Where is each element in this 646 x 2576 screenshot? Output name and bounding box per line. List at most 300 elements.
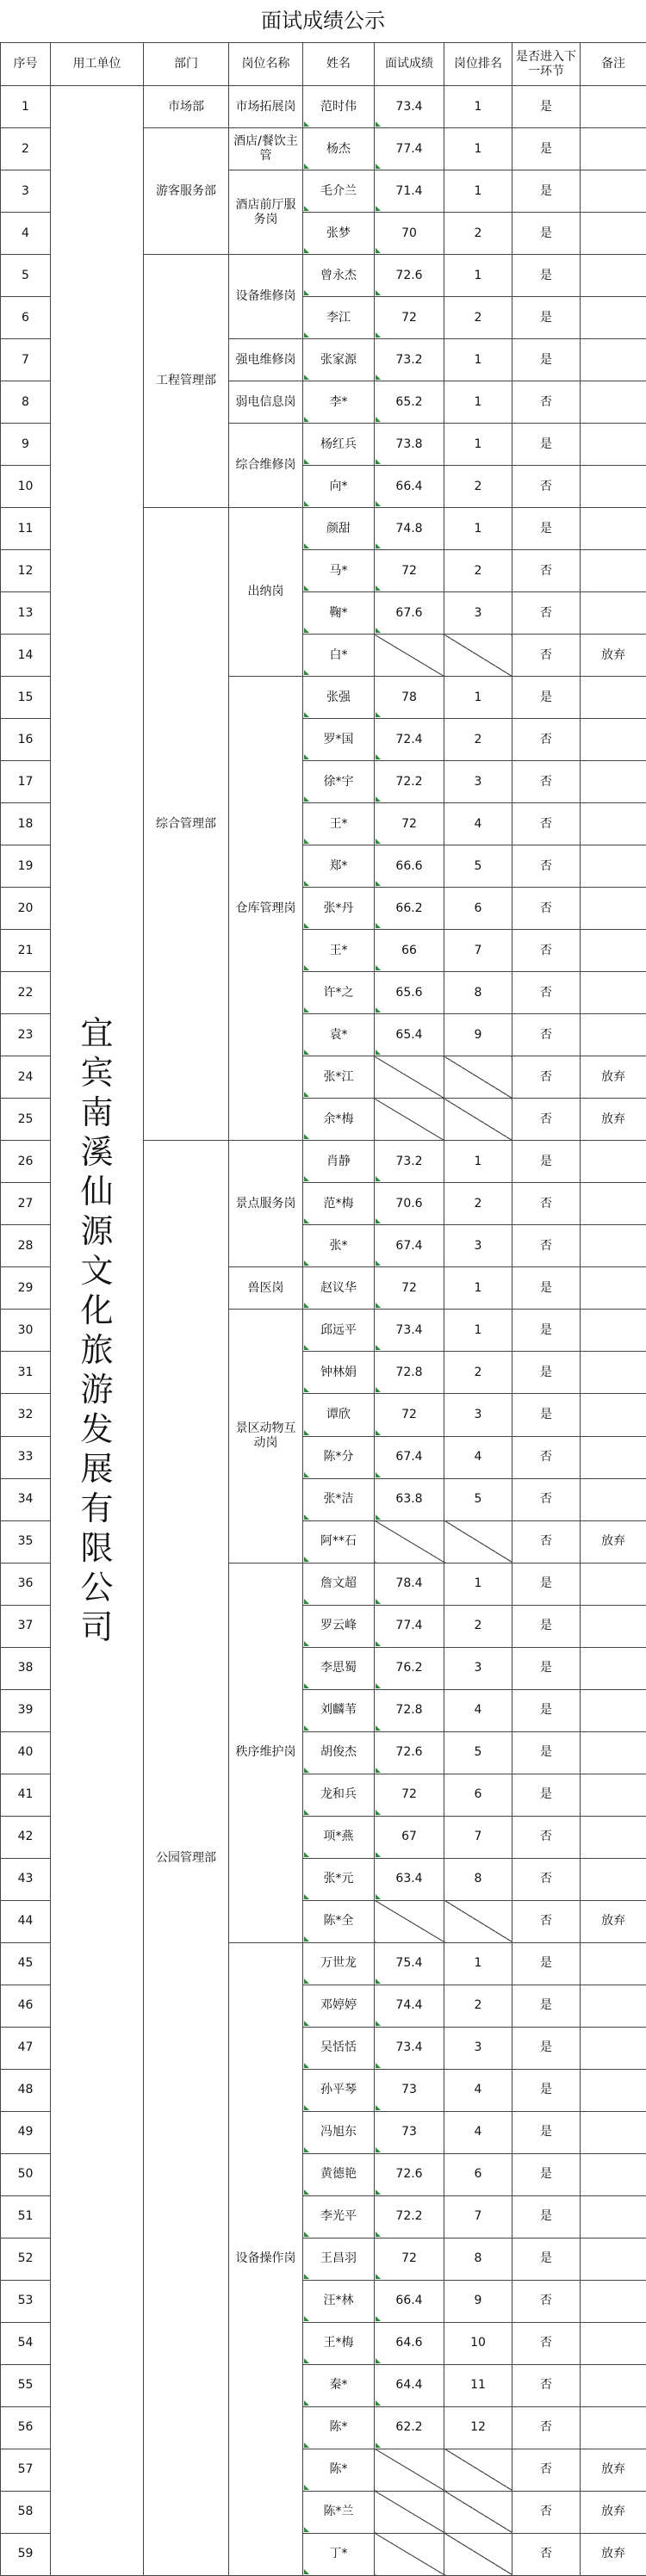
rank-cell (444, 2491, 512, 2533)
score-cell: 72 (375, 297, 444, 339)
name-cell: 肖静 (303, 1141, 375, 1183)
seq-cell: 38 (1, 1647, 51, 1689)
next-cell: 否 (512, 2449, 581, 2491)
rank-cell: 8 (444, 972, 512, 1014)
remark-cell (581, 1689, 646, 1731)
score-cell: 72.2 (375, 761, 444, 803)
name-cell: 王昌羽 (303, 2238, 375, 2280)
rank-cell: 5 (444, 845, 512, 888)
name-cell: 万世龙 (303, 1942, 375, 1985)
table-body (1, 86, 646, 2576)
remark-cell (581, 845, 646, 888)
score-cell (375, 2533, 444, 2575)
name-cell: 向* (303, 466, 375, 508)
rank-cell: 9 (444, 1014, 512, 1056)
name-cell: 陈* (303, 2406, 375, 2449)
seq-cell: 29 (1, 1267, 51, 1310)
seq-cell: 57 (1, 2449, 51, 2491)
seq-cell: 41 (1, 1774, 51, 1816)
score-cell: 65.2 (375, 381, 444, 424)
next-cell: 是 (512, 2153, 581, 2195)
score-cell (375, 1099, 444, 1141)
post-cell: 仓库管理岗 (229, 677, 303, 1141)
remark-cell (581, 508, 646, 550)
name-cell: 张*丹 (303, 888, 375, 930)
score-cell: 74.4 (375, 1985, 444, 2027)
remark-cell (581, 1985, 646, 2027)
score-cell: 67.4 (375, 1436, 444, 1478)
header-next: 是否进入下一环节 (512, 43, 581, 86)
remark-cell: 放弃 (581, 1056, 646, 1099)
post-cell: 设备维修岗 (229, 255, 303, 339)
seq-cell: 42 (1, 1816, 51, 1858)
seq-cell: 39 (1, 1689, 51, 1731)
rank-cell: 3 (444, 1225, 512, 1267)
next-cell: 否 (512, 1056, 581, 1099)
rank-cell: 1 (444, 1942, 512, 1985)
seq-cell: 21 (1, 930, 51, 972)
next-cell: 是 (512, 1774, 581, 1816)
seq-cell: 1 (1, 86, 51, 128)
score-cell: 70.6 (375, 1183, 444, 1225)
name-cell: 孙平琴 (303, 2069, 375, 2111)
rank-cell: 1 (444, 381, 512, 424)
score-cell (375, 635, 444, 677)
remark-cell (581, 424, 646, 466)
next-cell: 否 (512, 466, 581, 508)
rank-cell: 1 (444, 170, 512, 213)
rank-cell: 1 (444, 255, 512, 297)
name-cell: 吴恬恬 (303, 2027, 375, 2069)
remark-cell (581, 170, 646, 213)
name-cell: 王* (303, 930, 375, 972)
header-post: 岗位名称 (229, 43, 303, 86)
score-cell: 64.4 (375, 2364, 444, 2406)
remark-cell (581, 213, 646, 255)
table-row (1, 86, 646, 128)
seq-cell: 30 (1, 1310, 51, 1352)
header-row (1, 43, 646, 86)
remark-cell (581, 550, 646, 592)
post-cell: 兽医岗 (229, 1267, 303, 1310)
next-cell: 是 (512, 1141, 581, 1183)
remark-cell (581, 677, 646, 719)
name-cell: 陈* (303, 2449, 375, 2491)
post-cell: 强电维修岗 (229, 339, 303, 381)
next-cell: 否 (512, 550, 581, 592)
score-cell: 72 (375, 1774, 444, 1816)
score-cell: 71.4 (375, 170, 444, 213)
seq-cell: 51 (1, 2195, 51, 2238)
name-cell: 颜甜 (303, 508, 375, 550)
seq-cell: 16 (1, 719, 51, 761)
score-cell: 72.2 (375, 2195, 444, 2238)
score-cell (375, 1056, 444, 1099)
name-cell: 黄德艳 (303, 2153, 375, 2195)
score-cell: 77.4 (375, 128, 444, 170)
remark-cell (581, 1014, 646, 1056)
name-cell: 项*燕 (303, 1816, 375, 1858)
remark-cell (581, 1731, 646, 1774)
remark-cell: 放弃 (581, 2533, 646, 2575)
seq-cell: 46 (1, 1985, 51, 2027)
seq-cell: 53 (1, 2280, 51, 2322)
rank-cell: 7 (444, 2195, 512, 2238)
dept-cell: 游客服务部 (144, 128, 229, 255)
score-cell: 72.8 (375, 1689, 444, 1731)
remark-cell (581, 1225, 646, 1267)
rank-cell (444, 1520, 512, 1563)
seq-cell: 27 (1, 1183, 51, 1225)
remark-cell (581, 1394, 646, 1436)
remark-cell (581, 255, 646, 297)
rank-cell: 10 (444, 2322, 512, 2364)
next-cell: 否 (512, 381, 581, 424)
name-cell: 阿**石 (303, 1520, 375, 1563)
score-cell: 65.6 (375, 972, 444, 1014)
remark-cell (581, 1352, 646, 1394)
name-cell: 冯旭东 (303, 2111, 375, 2153)
name-cell: 白* (303, 635, 375, 677)
name-cell: 张强 (303, 677, 375, 719)
rank-cell: 1 (444, 86, 512, 128)
rank-cell: 4 (444, 1689, 512, 1731)
seq-cell: 48 (1, 2069, 51, 2111)
next-cell: 是 (512, 1689, 581, 1731)
seq-cell: 59 (1, 2533, 51, 2575)
seq-cell: 47 (1, 2027, 51, 2069)
next-cell: 是 (512, 1394, 581, 1436)
next-cell: 是 (512, 128, 581, 170)
dept-cell: 综合管理部 (144, 508, 229, 1141)
score-cell (375, 2449, 444, 2491)
remark-cell (581, 2238, 646, 2280)
name-cell: 曾永杰 (303, 255, 375, 297)
dept-cell: 公园管理部 (144, 1141, 229, 2576)
rank-cell: 5 (444, 1478, 512, 1520)
score-cell: 66 (375, 930, 444, 972)
next-cell: 是 (512, 508, 581, 550)
name-cell: 许*之 (303, 972, 375, 1014)
next-cell: 否 (512, 972, 581, 1014)
remark-cell (581, 2322, 646, 2364)
name-cell: 谭欣 (303, 1394, 375, 1436)
post-cell: 设备操作岗 (229, 1942, 303, 2575)
next-cell: 是 (512, 255, 581, 297)
score-cell: 77.4 (375, 1605, 444, 1647)
seq-cell: 11 (1, 508, 51, 550)
rank-cell: 2 (444, 550, 512, 592)
header-rank: 岗位排名 (444, 43, 512, 86)
score-cell: 67.6 (375, 592, 444, 635)
seq-cell: 19 (1, 845, 51, 888)
remark-cell (581, 381, 646, 424)
next-cell: 否 (512, 1183, 581, 1225)
name-cell: 李光平 (303, 2195, 375, 2238)
name-cell: 赵议华 (303, 1267, 375, 1310)
rank-cell: 1 (444, 424, 512, 466)
seq-cell: 56 (1, 2406, 51, 2449)
dept-cell: 工程管理部 (144, 255, 229, 508)
seq-cell: 44 (1, 1900, 51, 1942)
next-cell: 否 (512, 2491, 581, 2533)
seq-cell: 6 (1, 297, 51, 339)
name-cell: 鞠* (303, 592, 375, 635)
seq-cell: 32 (1, 1394, 51, 1436)
seq-cell: 4 (1, 213, 51, 255)
post-cell: 市场拓展岗 (229, 86, 303, 128)
seq-cell: 36 (1, 1563, 51, 1605)
score-cell: 72 (375, 2238, 444, 2280)
unit-cell: 宜宾南溪仙源文化旅游发展有限公司 (51, 86, 144, 2576)
seq-cell: 33 (1, 1436, 51, 1478)
remark-cell (581, 972, 646, 1014)
score-cell: 73.4 (375, 2027, 444, 2069)
remark-cell (581, 1563, 646, 1605)
score-cell: 65.4 (375, 1014, 444, 1056)
score-cell: 78 (375, 677, 444, 719)
seq-cell: 34 (1, 1478, 51, 1520)
next-cell: 是 (512, 297, 581, 339)
score-cell: 73.4 (375, 1310, 444, 1352)
next-cell: 是 (512, 339, 581, 381)
next-cell: 否 (512, 635, 581, 677)
rank-cell: 8 (444, 2238, 512, 2280)
seq-cell: 9 (1, 424, 51, 466)
name-cell: 杨杰 (303, 128, 375, 170)
rank-cell: 1 (444, 1310, 512, 1352)
seq-cell: 45 (1, 1942, 51, 1985)
rank-cell (444, 635, 512, 677)
seq-cell: 14 (1, 635, 51, 677)
rank-cell: 3 (444, 592, 512, 635)
rank-cell: 12 (444, 2406, 512, 2449)
remark-cell: 放弃 (581, 2449, 646, 2491)
next-cell: 是 (512, 1267, 581, 1310)
next-cell: 否 (512, 2280, 581, 2322)
rank-cell: 7 (444, 930, 512, 972)
score-cell: 72.8 (375, 1352, 444, 1394)
score-cell (375, 1520, 444, 1563)
rank-cell (444, 1056, 512, 1099)
rank-cell (444, 2449, 512, 2491)
rank-cell: 3 (444, 1647, 512, 1689)
next-cell: 否 (512, 1520, 581, 1563)
remark-cell (581, 2406, 646, 2449)
header-unit: 用工单位 (51, 43, 144, 86)
next-cell: 否 (512, 719, 581, 761)
next-cell: 是 (512, 1605, 581, 1647)
score-cell: 73.2 (375, 339, 444, 381)
rank-cell: 2 (444, 719, 512, 761)
remark-cell: 放弃 (581, 1900, 646, 1942)
rank-cell: 1 (444, 508, 512, 550)
name-cell: 杨红兵 (303, 424, 375, 466)
next-cell: 是 (512, 677, 581, 719)
score-cell: 72 (375, 1394, 444, 1436)
remark-cell (581, 1478, 646, 1520)
rank-cell: 1 (444, 1141, 512, 1183)
next-cell: 是 (512, 2111, 581, 2153)
post-cell: 酒店/餐饮主管 (229, 128, 303, 170)
next-cell: 是 (512, 1731, 581, 1774)
score-cell: 73 (375, 2069, 444, 2111)
name-cell: 秦* (303, 2364, 375, 2406)
header-seq: 序号 (1, 43, 51, 86)
next-cell: 是 (512, 2195, 581, 2238)
remark-cell: 放弃 (581, 635, 646, 677)
next-cell: 否 (512, 1816, 581, 1858)
rank-cell: 3 (444, 761, 512, 803)
name-cell: 张梦 (303, 213, 375, 255)
seq-cell: 55 (1, 2364, 51, 2406)
rank-cell (444, 1900, 512, 1942)
rank-cell: 2 (444, 1985, 512, 2027)
rank-cell: 2 (444, 1605, 512, 1647)
remark-cell (581, 803, 646, 845)
score-cell: 66.4 (375, 2280, 444, 2322)
name-cell: 李* (303, 381, 375, 424)
next-cell: 否 (512, 1014, 581, 1056)
remark-cell (581, 339, 646, 381)
seq-cell: 10 (1, 466, 51, 508)
remark-cell (581, 297, 646, 339)
seq-cell: 18 (1, 803, 51, 845)
rank-cell: 3 (444, 2027, 512, 2069)
next-cell: 否 (512, 2322, 581, 2364)
rank-cell (444, 1099, 512, 1141)
name-cell: 詹文超 (303, 1563, 375, 1605)
post-cell: 秩序维护岗 (229, 1563, 303, 1942)
next-cell: 是 (512, 2027, 581, 2069)
seq-cell: 43 (1, 1858, 51, 1900)
remark-cell: 放弃 (581, 1099, 646, 1141)
remark-cell (581, 888, 646, 930)
name-cell: 郑* (303, 845, 375, 888)
remark-cell (581, 1858, 646, 1900)
page-title: 面试成绩公示 (0, 0, 646, 42)
seq-cell: 52 (1, 2238, 51, 2280)
seq-cell: 23 (1, 1014, 51, 1056)
remark-cell (581, 719, 646, 761)
next-cell: 否 (512, 930, 581, 972)
name-cell: 王*梅 (303, 2322, 375, 2364)
remark-cell (581, 1183, 646, 1225)
next-cell: 是 (512, 170, 581, 213)
name-cell: 范时伟 (303, 86, 375, 128)
remark-cell (581, 2027, 646, 2069)
score-cell: 66.4 (375, 466, 444, 508)
rank-cell: 11 (444, 2364, 512, 2406)
post-cell: 综合维修岗 (229, 424, 303, 508)
next-cell: 是 (512, 1310, 581, 1352)
score-cell: 72.4 (375, 719, 444, 761)
remark-cell (581, 86, 646, 128)
remark-cell (581, 2364, 646, 2406)
rank-cell: 1 (444, 339, 512, 381)
next-cell: 否 (512, 845, 581, 888)
next-cell: 否 (512, 761, 581, 803)
next-cell: 是 (512, 1352, 581, 1394)
name-cell: 余*梅 (303, 1099, 375, 1141)
rank-cell: 6 (444, 888, 512, 930)
seq-cell: 24 (1, 1056, 51, 1099)
rank-cell: 2 (444, 297, 512, 339)
rank-cell: 2 (444, 213, 512, 255)
score-cell: 72 (375, 550, 444, 592)
score-cell: 73 (375, 2111, 444, 2153)
seq-cell: 26 (1, 1141, 51, 1183)
score-cell: 72.6 (375, 255, 444, 297)
seq-cell: 54 (1, 2322, 51, 2364)
rank-cell: 2 (444, 1183, 512, 1225)
rank-cell: 4 (444, 1436, 512, 1478)
name-cell: 罗*国 (303, 719, 375, 761)
next-cell: 是 (512, 1985, 581, 2027)
score-cell: 62.2 (375, 2406, 444, 2449)
remark-cell (581, 761, 646, 803)
next-cell: 否 (512, 803, 581, 845)
rank-cell: 8 (444, 1858, 512, 1900)
remark-cell (581, 2195, 646, 2238)
score-cell (375, 2491, 444, 2533)
seq-cell: 28 (1, 1225, 51, 1267)
rank-cell: 1 (444, 1267, 512, 1310)
next-cell: 否 (512, 592, 581, 635)
seq-cell: 3 (1, 170, 51, 213)
header-score: 面试成绩 (375, 43, 444, 86)
next-cell: 否 (512, 1436, 581, 1478)
rank-cell: 2 (444, 466, 512, 508)
remark-cell (581, 1310, 646, 1352)
rank-cell: 2 (444, 1352, 512, 1394)
next-cell: 否 (512, 1225, 581, 1267)
seq-cell: 25 (1, 1099, 51, 1141)
post-cell: 酒店前厅服务岗 (229, 170, 303, 255)
seq-cell: 5 (1, 255, 51, 297)
remark-cell (581, 2153, 646, 2195)
seq-cell: 37 (1, 1605, 51, 1647)
seq-cell: 35 (1, 1520, 51, 1563)
rank-cell: 1 (444, 1563, 512, 1605)
seq-cell: 50 (1, 2153, 51, 2195)
name-cell: 徐*宇 (303, 761, 375, 803)
next-cell: 是 (512, 213, 581, 255)
next-cell: 是 (512, 1942, 581, 1985)
name-cell: 龙和兵 (303, 1774, 375, 1816)
remark-cell (581, 592, 646, 635)
rank-cell: 1 (444, 677, 512, 719)
rank-cell: 4 (444, 2111, 512, 2153)
score-cell: 73.2 (375, 1141, 444, 1183)
rank-cell (444, 2533, 512, 2575)
remark-cell (581, 1816, 646, 1858)
seq-cell: 13 (1, 592, 51, 635)
next-cell: 否 (512, 1478, 581, 1520)
next-cell: 否 (512, 888, 581, 930)
score-cell: 72.6 (375, 2153, 444, 2195)
next-cell: 否 (512, 1900, 581, 1942)
score-cell: 75.4 (375, 1942, 444, 1985)
rank-cell: 3 (444, 1394, 512, 1436)
score-cell: 73.4 (375, 86, 444, 128)
post-cell: 出纳岗 (229, 508, 303, 677)
seq-cell: 20 (1, 888, 51, 930)
rank-cell: 4 (444, 803, 512, 845)
name-cell: 张*元 (303, 1858, 375, 1900)
name-cell: 丁* (303, 2533, 375, 2575)
remark-cell (581, 2069, 646, 2111)
